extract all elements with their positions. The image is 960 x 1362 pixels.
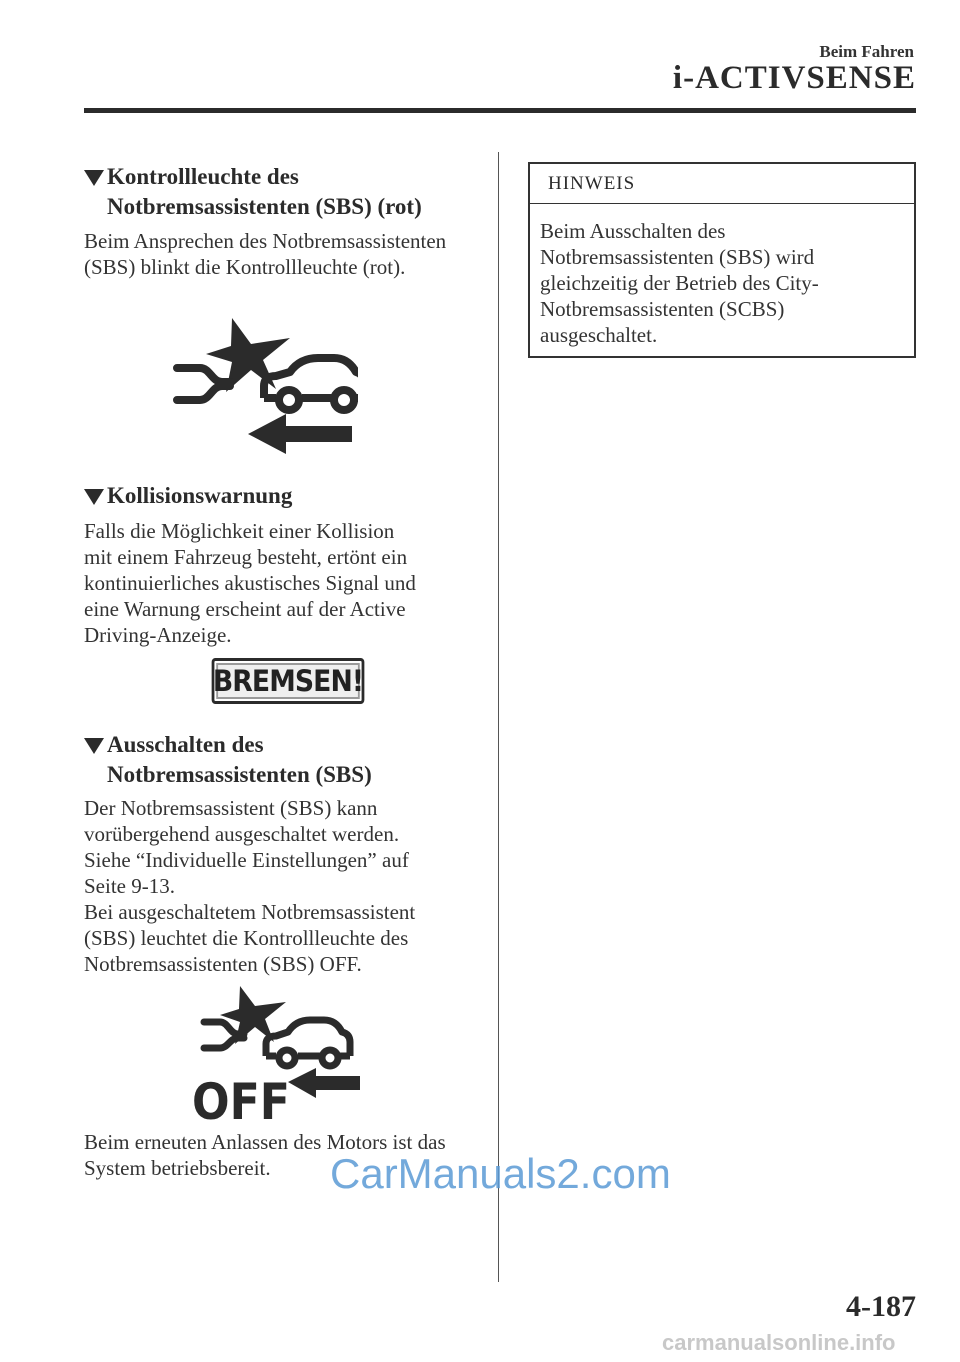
off-label: OFF (192, 1073, 290, 1122)
heading-sbs-indicator (84, 162, 484, 222)
note-box (528, 162, 916, 358)
heading-text: Kontrollleuchte des Notbremsassistenten (SBS) (rot) (107, 164, 422, 219)
paragraph-restart: Beim erneuten Anlassen des Motors ist das System betriebsbereit. (84, 1130, 446, 1180)
column-divider (498, 152, 499, 1282)
sbs-off-light-icon (192, 982, 368, 1122)
heading-collision-warning (84, 481, 484, 511)
heading-sbs-off (84, 730, 484, 790)
triangle-bullet-icon (84, 738, 104, 754)
triangle-bullet-icon (84, 489, 104, 505)
paragraph-sbs-off: Der Notbremsassistent (SBS) kann vorübergehend ausgeschaltet werden. Siehe “Individuelle Einstellungen” auf Seite 9-13. Bei ausgeschaltetem Notbremsassistent (SBS) leuchtet die Kontrollleuchte des Notbremsassistenten (SBS) OFF. (84, 796, 416, 976)
header-rule (84, 108, 916, 113)
page-number: 4-187 (846, 1290, 916, 1323)
note-title: HINWEIS (530, 164, 914, 204)
heading-text: Ausschalten des Notbremsassistenten (SBS) (107, 732, 372, 787)
watermark-text: carmanualsonline.info (662, 1330, 896, 1355)
chapter-title: i-ACTIVSENSE (672, 60, 916, 96)
note-text: Beim Ausschalten des Notbremsassistenten (SBS) wird gleichzeitig der Betrieb des City- Notbremsassistenten (SCBS) ausgeschaltet. (540, 219, 819, 347)
section-title: Beim Fahren (819, 42, 914, 61)
paragraph-sbs-indicator: Beim Ansprechen des Notbremsassistenten (SBS) blinkt die Kontrollleuchte (rot). (84, 229, 447, 279)
bremsen-warning-display: BREMSEN! (212, 658, 365, 704)
sbs-warning-light-icon (172, 310, 358, 455)
heading-text: Kollisionswarnung (107, 483, 293, 508)
watermark-logo: CarManuals2.com (330, 1150, 671, 1197)
triangle-bullet-icon (84, 170, 104, 186)
paragraph-collision-warning: Falls die Möglichkeit einer Kollision mit einem Fahrzeug besteht, ertönt ein kontinuierliches akustisches Signal und eine Warnung erscheint auf der Active Driving-Anzeige. (84, 519, 416, 647)
